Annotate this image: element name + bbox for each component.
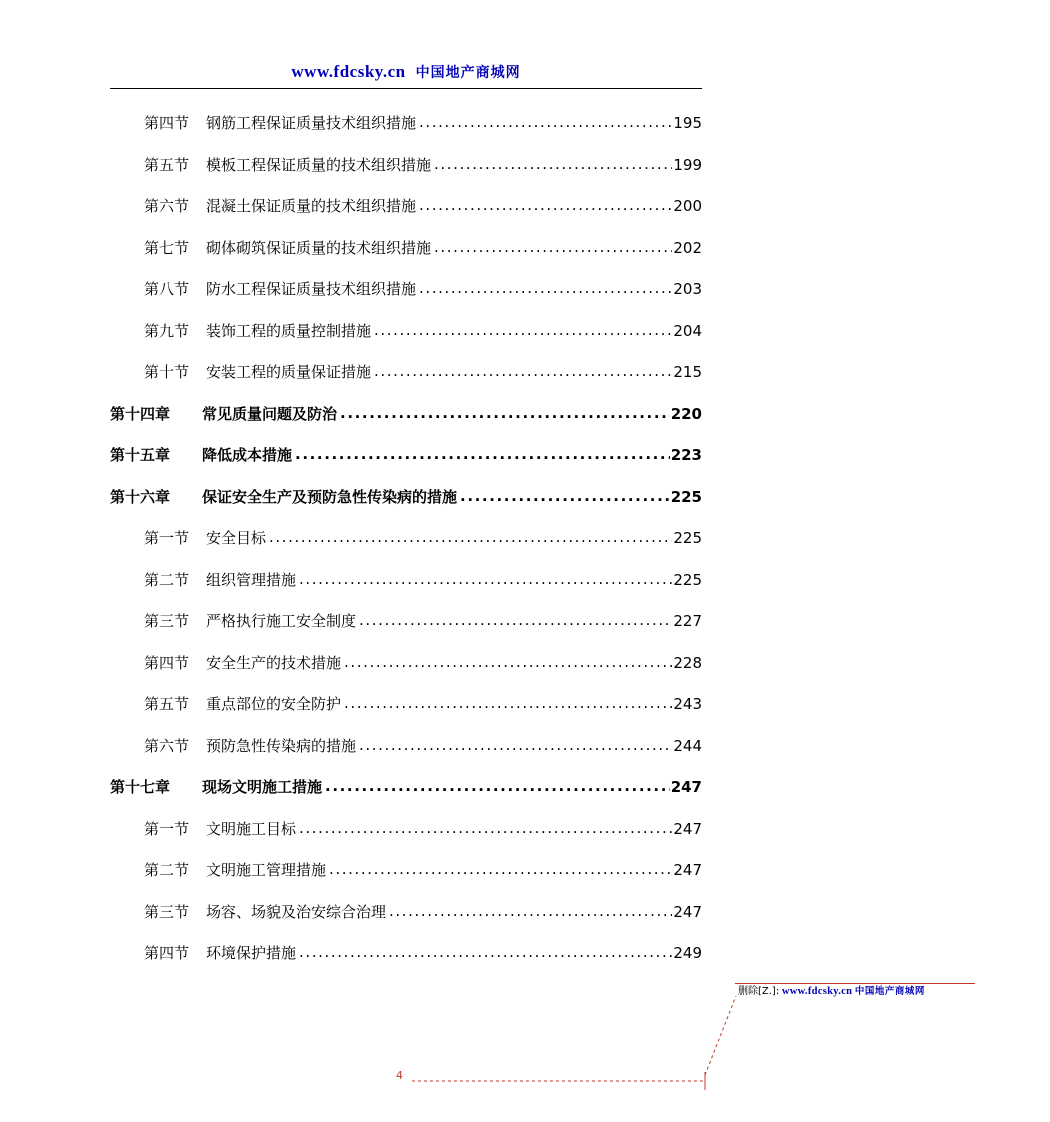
toc-entry-number: 第六节 bbox=[144, 736, 190, 755]
toc-leader-dots bbox=[269, 528, 672, 546]
toc-entry-number: 第十六章 bbox=[110, 487, 171, 506]
toc-entry[interactable] bbox=[110, 154, 702, 196]
toc-entry-title: 安全生产的技术措施 bbox=[206, 653, 342, 672]
toc-entry[interactable] bbox=[110, 112, 702, 154]
table-of-contents bbox=[110, 112, 702, 984]
toc-entry-number: 第六节 bbox=[144, 197, 190, 215]
toc-entry[interactable] bbox=[110, 942, 702, 984]
toc-leader-dots bbox=[340, 404, 670, 422]
toc-entry-title: 砌体砌筑保证质量的技术组织措施 bbox=[206, 238, 432, 257]
toc-entry-page-number: 247 bbox=[673, 819, 702, 838]
revision-callout bbox=[738, 985, 978, 999]
toc-entry-page-number: 203 bbox=[673, 280, 702, 298]
toc-entry[interactable] bbox=[110, 859, 702, 901]
header-branding bbox=[110, 62, 702, 88]
toc-entry-title: 现场文明施工措施 bbox=[202, 778, 323, 796]
toc-entry-title: 安全目标 bbox=[206, 529, 267, 547]
toc-leader-dots bbox=[295, 445, 670, 463]
toc-entry-page-number: 204 bbox=[673, 321, 702, 340]
toc-entry-title: 混凝土保证质量的技术组织措施 bbox=[206, 197, 417, 215]
toc-entry[interactable] bbox=[110, 361, 702, 403]
revision-callout-rule bbox=[735, 983, 975, 984]
toc-entry-page-number: 247 bbox=[673, 861, 702, 879]
toc-entry-title: 组织管理措施 bbox=[206, 570, 297, 589]
toc-entry-page-number: 223 bbox=[670, 446, 702, 464]
toc-entry-number: 第五节 bbox=[144, 695, 190, 713]
toc-entry-page-number: 225 bbox=[673, 570, 702, 589]
toc-entry-number: 第十四章 bbox=[110, 404, 171, 423]
toc-entry-page-number: 249 bbox=[673, 944, 702, 962]
toc-entry-title: 严格执行施工安全制度 bbox=[206, 612, 357, 630]
toc-entry-number: 第九节 bbox=[144, 321, 190, 340]
revision-label: 删除[Z.]: bbox=[738, 986, 780, 997]
toc-entry[interactable] bbox=[110, 195, 702, 237]
toc-entry-title: 环境保护措施 bbox=[206, 944, 297, 962]
toc-entry-title: 钢筋工程保证质量技术组织措施 bbox=[206, 114, 417, 132]
toc-entry-page-number: 247 bbox=[673, 902, 702, 921]
toc-leader-dots bbox=[344, 653, 672, 671]
toc-entry[interactable] bbox=[110, 486, 702, 528]
toc-entry-number: 第一节 bbox=[144, 529, 190, 547]
toc-leader-dots bbox=[359, 611, 672, 629]
toc-entry[interactable] bbox=[110, 693, 702, 735]
toc-leader-dots bbox=[419, 279, 672, 297]
toc-leader-dots bbox=[419, 196, 672, 214]
toc-leader-dots bbox=[325, 777, 670, 795]
toc-entry-number: 第十五章 bbox=[110, 446, 171, 464]
toc-entry-number: 第四节 bbox=[144, 114, 190, 132]
toc-leader-dots bbox=[344, 694, 672, 712]
toc-leader-dots bbox=[389, 902, 672, 920]
toc-entry-page-number: 228 bbox=[673, 653, 702, 672]
revision-site-name: 中国地产商城网 bbox=[854, 986, 925, 997]
toc-entry[interactable] bbox=[110, 776, 702, 818]
toc-entry-number: 第五节 bbox=[144, 155, 190, 174]
toc-entry[interactable] bbox=[110, 444, 702, 486]
toc-entry[interactable] bbox=[110, 610, 702, 652]
toc-entry-page-number: 202 bbox=[673, 238, 702, 257]
header-divider bbox=[110, 88, 702, 89]
toc-entry-page-number: 247 bbox=[670, 778, 702, 796]
toc-entry-number: 第三节 bbox=[144, 612, 190, 630]
toc-entry-page-number: 225 bbox=[670, 487, 702, 506]
toc-entry[interactable] bbox=[110, 901, 702, 943]
toc-entry-title: 常见质量问题及防治 bbox=[202, 404, 338, 423]
toc-entry-title: 场容、场貌及治安综合治理 bbox=[206, 902, 387, 921]
toc-entry-page-number: 200 bbox=[673, 197, 702, 215]
toc-entry[interactable] bbox=[110, 278, 702, 320]
toc-entry[interactable] bbox=[110, 320, 702, 362]
toc-leader-dots bbox=[359, 736, 672, 754]
toc-entry[interactable] bbox=[110, 818, 702, 860]
toc-entry-title: 模板工程保证质量的技术组织措施 bbox=[206, 155, 432, 174]
page-header bbox=[110, 62, 702, 89]
toc-entry-page-number: 243 bbox=[673, 695, 702, 713]
toc-entry-title: 安装工程的质量保证措施 bbox=[206, 363, 372, 381]
toc-entry-number: 第十节 bbox=[144, 363, 190, 381]
toc-entry-title: 预防急性传染病的措施 bbox=[206, 736, 357, 755]
toc-leader-dots bbox=[434, 238, 672, 256]
toc-entry-title: 装饰工程的质量控制措施 bbox=[206, 321, 372, 340]
header-site-name: 中国地产商城网 bbox=[415, 65, 521, 81]
toc-leader-dots bbox=[329, 860, 672, 878]
toc-leader-dots bbox=[460, 487, 670, 505]
toc-entry[interactable] bbox=[110, 569, 702, 611]
toc-entry-number: 第七节 bbox=[144, 238, 190, 257]
toc-entry-number: 第八节 bbox=[144, 280, 190, 298]
toc-leader-dots bbox=[374, 321, 672, 339]
footer-page-number: 4 bbox=[396, 1069, 403, 1082]
toc-entry-title: 保证安全生产及预防急性传染病的措施 bbox=[202, 487, 458, 506]
toc-entry-number: 第四节 bbox=[144, 944, 190, 962]
toc-entry-page-number: 220 bbox=[670, 404, 702, 423]
toc-entry-title: 文明施工目标 bbox=[206, 819, 297, 838]
toc-leader-dots bbox=[299, 819, 672, 837]
toc-leader-dots bbox=[299, 570, 672, 588]
revision-url: www.fdcsky.cn bbox=[781, 986, 853, 997]
toc-entry-page-number: 215 bbox=[673, 363, 702, 381]
toc-entry-number: 第一节 bbox=[144, 819, 190, 838]
toc-entry[interactable] bbox=[110, 527, 702, 569]
toc-leader-dots bbox=[299, 943, 672, 961]
toc-leader-dots bbox=[419, 113, 672, 131]
toc-entry-title: 重点部位的安全防护 bbox=[206, 695, 342, 713]
toc-entry[interactable] bbox=[110, 237, 702, 279]
toc-entry-number: 第四节 bbox=[144, 653, 190, 672]
toc-entry-title: 降低成本措施 bbox=[202, 446, 293, 464]
toc-entry-number: 第十七章 bbox=[110, 778, 171, 796]
toc-entry-number: 第三节 bbox=[144, 902, 190, 921]
toc-entry-title: 防水工程保证质量技术组织措施 bbox=[206, 280, 417, 298]
header-url: www.fdcsky.cn bbox=[291, 62, 406, 81]
toc-entry[interactable] bbox=[110, 403, 702, 445]
toc-entry-title: 文明施工管理措施 bbox=[206, 861, 327, 879]
toc-entry-number: 第二节 bbox=[144, 861, 190, 879]
toc-entry-page-number: 199 bbox=[673, 155, 702, 174]
toc-entry[interactable] bbox=[110, 652, 702, 694]
toc-entry-page-number: 225 bbox=[673, 529, 702, 547]
toc-entry-number: 第二节 bbox=[144, 570, 190, 589]
toc-entry-page-number: 244 bbox=[673, 736, 702, 755]
toc-leader-dots bbox=[434, 155, 672, 173]
toc-entry[interactable] bbox=[110, 735, 702, 777]
toc-entry-page-number: 195 bbox=[673, 114, 702, 132]
toc-entry-page-number: 227 bbox=[673, 612, 702, 630]
toc-leader-dots bbox=[374, 362, 672, 380]
